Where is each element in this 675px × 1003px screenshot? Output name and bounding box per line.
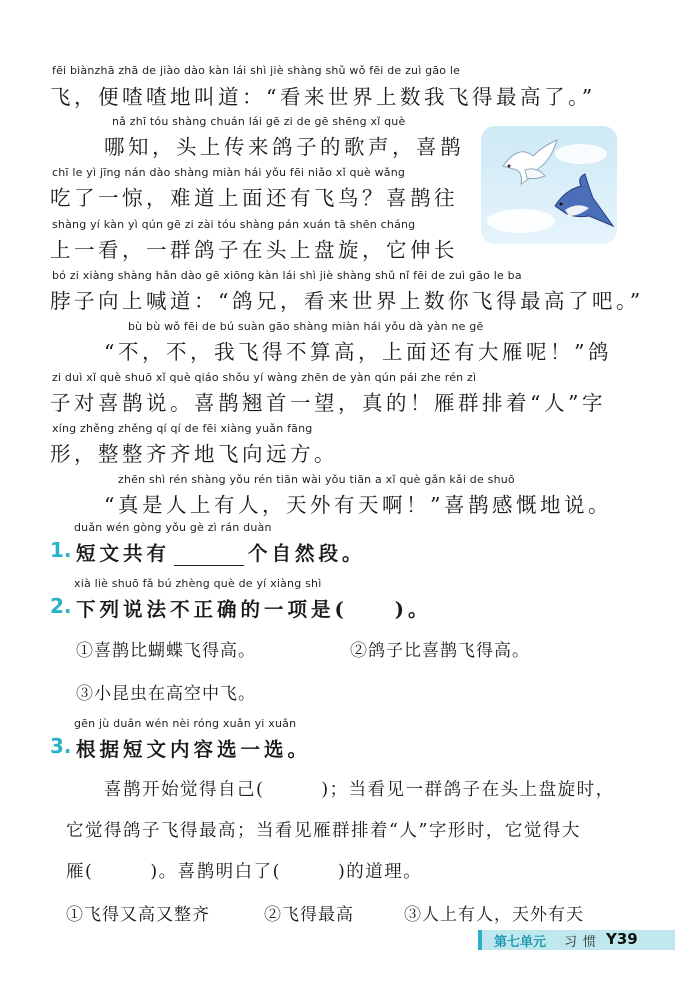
q2-option-3: ③小昆虫在高空中飞。	[76, 684, 256, 704]
pinyin-line-4: shàng yí kàn yì qún gē zi zài tóu shàng pán xuán tā shēn cháng	[52, 218, 416, 231]
q2-pinyin: xià liè shuō fǎ bú zhèng què de yí xiàng shì	[74, 577, 322, 590]
story-line-3: 吃了一惊，难道上面还有飞鸟？喜鹊往	[50, 186, 458, 210]
q1-answer-blank[interactable]	[174, 547, 244, 566]
story-line-8: 形，整整齐齐地飞向远方。	[50, 442, 338, 466]
footer-accent-bar	[478, 930, 482, 950]
story-line-9: “真是人上有人，天外有天啊！”喜鹊感慨地说。	[104, 493, 612, 517]
page-footer	[478, 930, 675, 950]
q3-number: 3.	[50, 734, 72, 758]
footer-topic: 习惯	[564, 935, 603, 950]
story-line-2: 哪知，头上传来鸽子的歌声，喜鹊	[104, 135, 464, 159]
q3-paragraph-line-3: 雁( )。喜鹊明白了( )的道理。	[66, 862, 423, 882]
pinyin-line-1: fēi biànzhā zhā de jiào dào kàn lái shì jiè shàng shǔ wǒ fēi de zuì gāo le	[52, 64, 461, 77]
q3-choice-3: ③人上有人，天外有天	[404, 905, 584, 925]
q2-option-1: ①喜鹊比蝴蝶飞得高。	[76, 641, 256, 661]
pinyin-line-7: zi duì xǐ què shuō xǐ què qiáo shǒu yí wàng zhēn de yàn qún pái zhe rén zì	[52, 371, 477, 384]
story-line-4: 上一看，一群鸽子在头上盘旋，它伸长	[50, 238, 458, 262]
pinyin-line-5: bó zi xiàng shàng hǎn dào gē xiōng kàn lái shì jiè shàng shǔ nǐ fēi de zuì gāo le ba	[52, 269, 522, 282]
page-number: Y39	[606, 930, 638, 948]
q1-text-after: 个自然段。	[248, 542, 366, 565]
story-line-5: 脖子向上喊道：“鸽兄，看来世界上数你飞得最高了吧。”	[50, 289, 644, 313]
q1-number: 1.	[50, 538, 72, 562]
q2-number: 2.	[50, 594, 72, 618]
story-line-6: “不，不，我飞得不算高，上面还有大雁呢！”鸽	[104, 340, 612, 364]
pinyin-line-6: bù bù wǒ fēi de bú suàn gāo shàng miàn hái yǒu dà yàn ne gē	[128, 320, 484, 333]
story-line-7: 子对喜鹊说。喜鹊翘首一望，真的！雁群排着“人”字	[50, 391, 606, 415]
pinyin-line-9: zhēn shì rén shàng yǒu rén tiān wài yǒu tiān a xǐ què gǎn kǎi de shuō	[118, 473, 515, 486]
q1-pinyin: duǎn wén gòng yǒu gè zì rán duàn	[74, 521, 272, 534]
q3-text: 根据短文内容选一选。	[76, 738, 312, 761]
q2-text: 下列说法不正确的一项是( )。	[76, 598, 432, 621]
q3-pinyin: gēn jù duǎn wén nèi róng xuǎn yi xuǎn	[74, 717, 297, 730]
q3-choice-1: ①飞得又高又整齐	[66, 905, 210, 925]
pinyin-line-8: xíng zhěng zhěng qí qí de fēi xiàng yuǎn fāng	[52, 422, 313, 435]
story-line-1: 飞，便喳喳地叫道：“看来世界上数我飞得最高了。”	[50, 85, 596, 109]
q1-text	[76, 538, 366, 566]
q2-option-2: ②鸽子比喜鹊飞得高。	[350, 641, 530, 661]
q3-paragraph-line-2: 它觉得鸽子飞得最高；当看见雁群排着“人”字形时，它觉得大	[66, 821, 581, 841]
footer-unit: 第七单元	[494, 935, 547, 950]
q3-choice-2: ②飞得最高	[264, 905, 354, 925]
birds-flying-icon	[481, 126, 617, 244]
pinyin-line-2: nǎ zhī tóu shàng chuán lái gē zi de gē shēng xǐ què	[112, 115, 406, 128]
q1-text-before: 短文共有	[76, 542, 171, 565]
q3-paragraph-line-1: 喜鹊开始觉得自己( )；当看见一群鸽子在头上盘旋时，	[104, 780, 615, 800]
pinyin-line-3: chī le yì jīng nán dào shàng miàn hái yǒu fēi niǎo xǐ què wǎng	[52, 166, 406, 179]
